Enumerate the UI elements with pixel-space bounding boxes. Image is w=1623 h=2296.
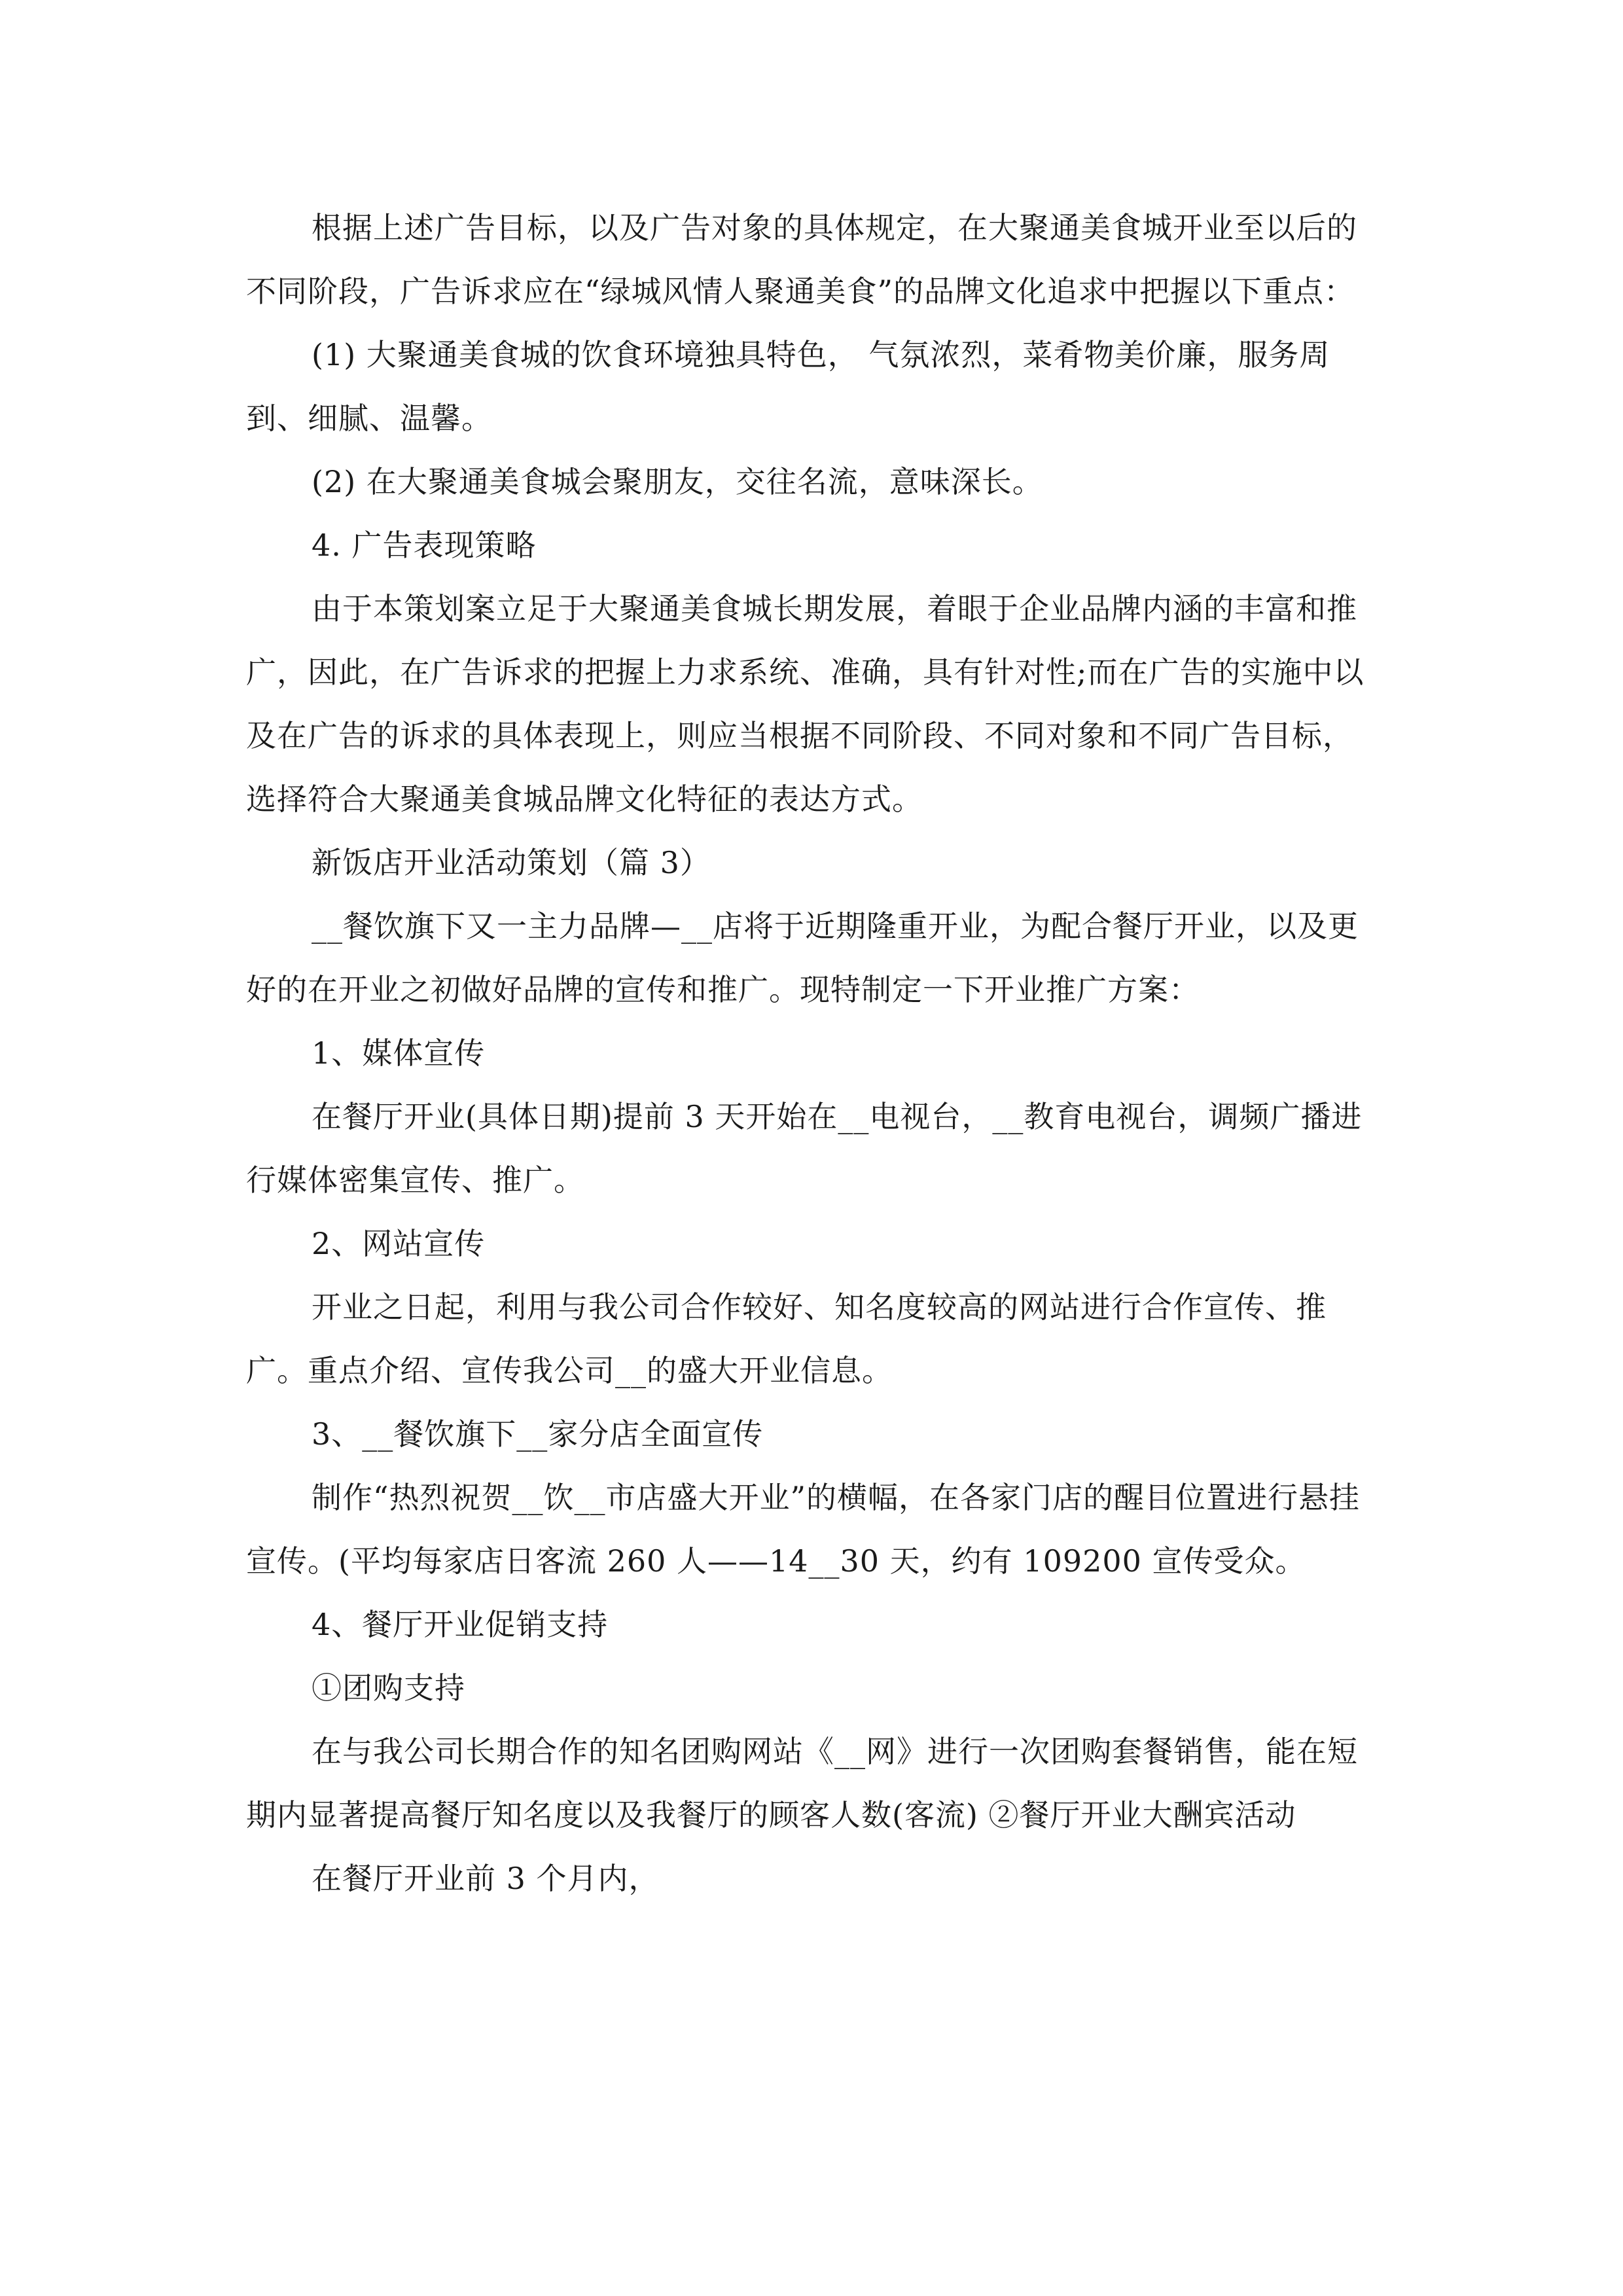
subheading-group-buying: ①团购支持: [312, 1670, 465, 1706]
paragraph-ad-strategy: 由于本策划案立足于大聚通美食城长期发展，着眼于企业品牌内涵的丰富和推广，因此，在广告诉求的把握上力求系统、准确，具有针对性;而在广告的实施中以及在广告的诉求的具体表现上，则应当根据不同阶段、不同对象和不同广告目标，选择符合大聚通美食城品牌文化特征的表达方式。: [246, 591, 1364, 817]
paragraph-point-2: (2) 在大聚通美食城会聚朋友，交往名流，意味深长。: [312, 464, 1043, 499]
paragraph-branches: 制作“热烈祝贺__饮__市店盛大开业”的横幅，在各家门店的醒目位置进行悬挂宣传。(平均每家店日客流 260 人——14__30 天，约有 109200 宣传受众。: [246, 1480, 1361, 1579]
section-heading-media: 1、媒体宣传: [312, 1035, 486, 1071]
section-heading-branches: 3、__餐饮旗下__家分店全面宣传: [312, 1416, 764, 1452]
paragraph-group-buying: 在与我公司长期合作的知名团购网站《__网》进行一次团购套餐销售，能在短期内显著提高餐厅知名度以及我餐厅的顾客人数(客流) ②餐厅开业大酬宾活动: [246, 1734, 1358, 1833]
document-body: [246, 196, 1378, 1910]
section-heading-website: 2、网站宣传: [312, 1226, 486, 1261]
paragraph-opening-intro: __餐饮旗下又一主力品牌—__店将于近期隆重开业，为配合餐厅开业，以及更好的在开业之初做好品牌的宣传和推广。现特制定一下开业推广方案：: [246, 908, 1359, 1007]
paragraph-pre-opening: 在餐厅开业前 3 个月内，: [312, 1861, 660, 1896]
paragraph-website: 开业之日起，利用与我公司合作较好、知名度较高的网站进行合作宣传、推广。重点介绍、宣传我公司__的盛大开业信息。: [246, 1289, 1327, 1388]
section-heading-ad-strategy: 4. 广告表现策略: [312, 528, 537, 563]
section-heading-promotion: 4、餐厅开业促销支持: [312, 1607, 609, 1642]
paragraph-point-1: (1) 大聚通美食城的饮食环境独具特色， 气氛浓烈，菜肴物美价廉，服务周到、细腻、温馨。: [246, 337, 1330, 436]
paragraph-media: 在餐厅开业(具体日期)提前 3 天开始在__电视台，__教育电视台，调频广播进行媒体密集宣传、推广。: [246, 1099, 1363, 1198]
article-title-part-3: 新饭店开业活动策划（篇 3）: [312, 845, 711, 880]
paragraph-ad-appeal-intro: 根据上述广告目标，以及广告对象的具体规定，在大聚通美食城开业至以后的不同阶段，广告诉求应在“绿城风情人聚通美食”的品牌文化追求中把握以下重点：: [246, 210, 1357, 309]
